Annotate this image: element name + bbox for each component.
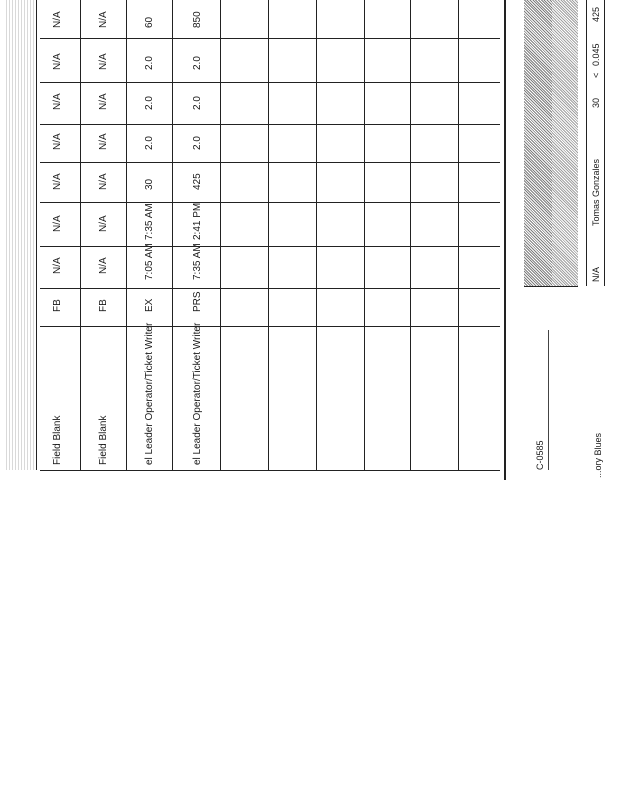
- row1-flow-avg: N/A: [52, 53, 63, 70]
- grid-line: [40, 246, 500, 247]
- footer-result: 0.045: [591, 43, 601, 66]
- row3-volume: 60: [144, 16, 155, 28]
- footer-less-than: <: [591, 72, 601, 78]
- row2-flow-end: N/A: [98, 93, 109, 110]
- grid-line: [40, 82, 500, 83]
- footer-name: Tomas Gonzales: [591, 158, 601, 226]
- grid-line: [524, 286, 578, 287]
- row4-time-start: 7:35 AM: [192, 243, 203, 280]
- row4-time-end: 2:41 PM: [192, 202, 203, 240]
- footer-divider: [548, 330, 549, 470]
- grid-line: [586, 0, 587, 286]
- row2-flow-avg: N/A: [98, 53, 109, 70]
- grid-line: [40, 202, 500, 203]
- footer-label-left: C-0585: [535, 440, 545, 470]
- row4-flow-end: 2.0: [192, 96, 203, 110]
- row3-flow-end: 2.0: [144, 96, 155, 110]
- row1-time-end: N/A: [52, 215, 63, 232]
- row3-flow-start: 2.0: [144, 136, 155, 150]
- row2-type: FB: [98, 299, 109, 312]
- grid-line: [36, 0, 37, 470]
- row3-duration: 30: [144, 178, 155, 190]
- grid-line: [40, 38, 500, 39]
- shaded-header-block: [552, 0, 578, 286]
- grid-line: [40, 470, 500, 471]
- grid-line: [126, 0, 127, 470]
- row1-volume: N/A: [52, 11, 63, 28]
- row1-description: Field Blank: [52, 415, 63, 465]
- row1-duration: N/A: [52, 173, 63, 190]
- grid-line: [80, 0, 81, 470]
- row1-flow-end: N/A: [52, 93, 63, 110]
- row1-type: FB: [52, 299, 63, 312]
- row2-time-end: N/A: [98, 215, 109, 232]
- grid-line: [364, 0, 365, 470]
- grid-line: [410, 0, 411, 470]
- grid-line: [316, 0, 317, 470]
- row1-flow-start: N/A: [52, 133, 63, 150]
- row3-description: el Leader Operator/Ticket Writer: [144, 322, 155, 465]
- row1-time-start: N/A: [52, 257, 63, 274]
- row4-volume: 850: [192, 11, 203, 28]
- grid-line: [220, 0, 221, 470]
- row2-duration: N/A: [98, 173, 109, 190]
- row3-time-end: 7:35 AM: [144, 203, 155, 240]
- row4-description: el Leader Operator/Ticket Writer: [192, 322, 203, 465]
- row2-volume: N/A: [98, 11, 109, 28]
- row4-duration: 425: [192, 173, 203, 190]
- footer-na: N/A: [591, 266, 601, 282]
- row2-time-start: N/A: [98, 257, 109, 274]
- row3-flow-avg: 2.0: [144, 56, 155, 70]
- shaded-header-block: [524, 0, 552, 286]
- footer-minutes: 30: [591, 97, 601, 108]
- row2-description: Field Blank: [98, 415, 109, 465]
- grid-line: [40, 326, 500, 327]
- grid-line: [40, 162, 500, 163]
- grid-line: [40, 288, 500, 289]
- scan-noise-strip: [6, 0, 34, 470]
- grid-line: [172, 0, 173, 470]
- grid-line: [268, 0, 269, 470]
- row4-flow-avg: 2.0: [192, 56, 203, 70]
- footer-twa: 425: [591, 6, 601, 22]
- grid-line: [604, 0, 605, 286]
- row4-flow-start: 2.0: [192, 136, 203, 150]
- footer-label-bottom: ...ory Blues: [593, 432, 603, 478]
- row3-type: EX: [144, 298, 155, 312]
- grid-line: [40, 124, 500, 125]
- grid-line: [458, 0, 459, 470]
- grid-line: [504, 0, 506, 480]
- row3-time-start: 7:05 AM: [144, 243, 155, 280]
- row2-flow-start: N/A: [98, 133, 109, 150]
- row4-type: PRS: [192, 291, 203, 312]
